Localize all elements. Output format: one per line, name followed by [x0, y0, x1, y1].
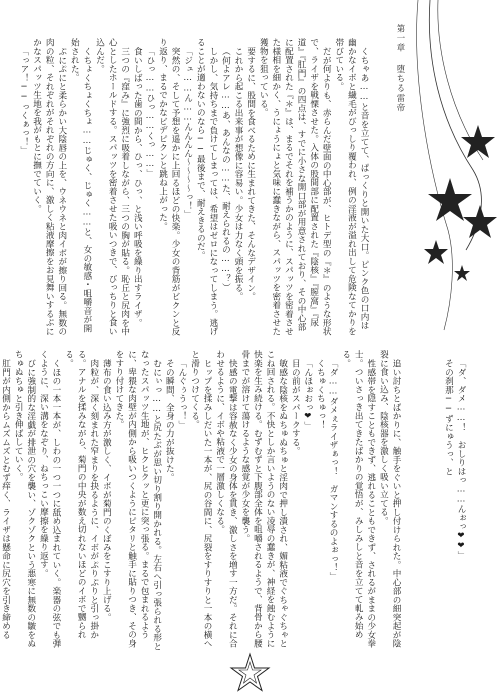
paragraph: 肉粒が、深く刻まれた窄まりを抉るように、イボがぷりぷりと引っ掛かる。アナルを揉みながら、菊門の中央が数え切れないほどのイボで嬲られる。 [63, 350, 99, 639]
chapter-number: 第一章 [396, 24, 406, 53]
paragraph: 肛門が内側からムズムズとむず痒く、ライザは懸命に尻穴を引き締める [0, 358, 11, 639]
paragraph: くちゃあ……と音を立てて、ぱっくりと開いた大口。ピンク色の口内は幽かなイボと繊毛がびっしり覆われ、例の淫液が溢れ出して危険なてかりを帯びている。 [333, 38, 369, 336]
paragraph: 食いしばった歯の間から、ひっ、ひっ、と浅い呼吸を繰り出すライザ。 [132, 46, 143, 327]
paragraph: その刹那──ずにゅうっ、と [443, 358, 454, 476]
paragraph: 快感の電撃は容赦なく少女の身体を貫き、激しさを増す一方だ。それに合わせるように、イボや粘液で一層激しくなる。 [214, 350, 238, 648]
paragraph: 目の前がスパークする。 [290, 358, 301, 455]
paragraph: 敏感な陰核をぬちゅぬちゅと淫肉で押し潰され、媚粘液でぐちゃぐちゃとこね回される。不快としか言いようのない凌辱の蠢きが、神経を蝕むように快楽を生み続ける。むずむずと下腹部全体を咀嚼されるようで、背骨から腰骨までが溶けて蕩けるような感覚が少女を襲う。 [239, 350, 288, 648]
body-text-upper [18, 38, 370, 336]
paragraph: ヒップを揉みしだいた一本が、尻の谷間に、尻裂をすりすりと一本の横へと滑りつけてくる。 [189, 350, 213, 648]
paragraph: ぷにぷにと柔らかい大陰唇の上を、ウネウネと肉イボが擦り回る。無数の肉の粒、それぞれがそれぞれの方向に、激しく粘液摩擦をお見舞いするぷにかなスパッツ生地を我がもとに撫でていく。 [31, 38, 67, 336]
paragraph: 「ダ、ダメ……！ おしりはっ……んぉっ❤❤」 [456, 358, 466, 560]
paragraph: むにぃっ……と尻たぶが思い切り割り開かれる。左右へ引っ張られる形となったスパッツ生地が、ヒクヒクッと更に突っ張る。まるで包まれるように、卑猥な肉壁が内側から吸いつくようにピタリと触手に貼りつき、その身をすり付けてきた。 [113, 350, 162, 651]
paragraph: 「っア！──っくぁっ！」 [18, 46, 29, 155]
paragraph: 「ダ……ダメぇライザぁっ！ ガマンするのよぉっ！」 [328, 358, 339, 581]
paragraph: くちゅくちゅっ！ [315, 358, 326, 429]
star-ornament-bottom-icon [228, 652, 272, 696]
star-ornament-icon [378, 0, 500, 340]
paragraph: 三つの『窪み』に強烈に吸着しながら、三つの胸が貼る。恥丘と尻肉を中心としたホールドする。スパッツを密着させた吸いつきで、びっちりと食い込んだ。 [94, 38, 130, 336]
paragraph: しかし、気持ちまで負けてしまっては、希望はゼロになってしまう。逃げることが適わないのなら──最後まで、耐えきるのだ。 [195, 38, 218, 336]
paragraph: 「んぐぅうっ！」 [176, 358, 187, 429]
paragraph: 薄布の食い込み方が激しく、イボが菊門のくぼみをこすり上げる。 [101, 358, 112, 622]
paragraph: その瞬間、全身の力が抜けた。 [164, 358, 175, 482]
paragraph: 要するに、股間を食べるために生まれてきた、そんなデザイン。 [245, 46, 256, 301]
paragraph: 「ジュ……ん……んんんん〜〜〜〜っ！」 [182, 46, 193, 219]
paragraph: 性感帯を隠すこともできず、逃れることもできず、されるがままの少女拳士。ついさっき出てきたばかりの覚悟が、みしみしと音を立てて軋み始める。 [340, 350, 376, 648]
body-text-lower-right [425, 350, 467, 652]
paragraph: 「んほぉおっ❤」 [302, 358, 313, 430]
paragraph: だが何よりも、赤らんだ壁面の中心部が、ヒトデ型の『＊』のような形状で、ライザを戦慄させた。入体の股間部に配置された『陰核』『膣窩』『尿道』『肛門』の四点は、すでに小さな開口部が用意されており、その中心部に配置された『＊』は、まるでそれを補うかのように、スパッツを密着させた様相を細かく、うにょうにょと気味に蠢きながら、スパッツを密着させた獲物を狙っている。 [258, 38, 332, 336]
paragraph: びに強制的な淫戯が排泄の穴を襲い、ゾクゾクという悪寒に無数の皺をぬちゅぬちゅと引き伸ばしていく。 [13, 350, 36, 648]
body-text-lower [0, 350, 402, 652]
paragraph: くちょくちょくちょ……じゅく、じゅく……と、女の敏感・咀嚼音が開始された。 [69, 38, 92, 333]
chapter-title: 堕ちる雷帝 [396, 64, 406, 113]
paragraph: これから起こる出来事が想像に容易い。少女は力なく頭を振る。 [233, 46, 244, 301]
paragraph: 追い討ちとばかりに、触手をぐいと押し付けられた。中心部の細突起が陰裂に食い込み、陰核器を激しく吸い立てる。 [378, 350, 401, 648]
paragraph: （何よアレ……あ、あんなの……た、耐えられるの……？） [220, 46, 231, 292]
paragraph: くほの一本一本が、しわの一つ一つに舐め込まれていく。楽器の弦でも弾くように、深い溝をなぞり、ねちっこい摩擦を繰り返す。 [38, 350, 61, 648]
paragraph: 突然の、そして予想を遥かに上回るほどの快楽。少女の背筋がビクンと反り返り、まるでかなビデピクンと跳ね上がった。 [157, 38, 181, 336]
paragraph: 「ひっ……ひっ……くっ……」 [144, 46, 155, 178]
